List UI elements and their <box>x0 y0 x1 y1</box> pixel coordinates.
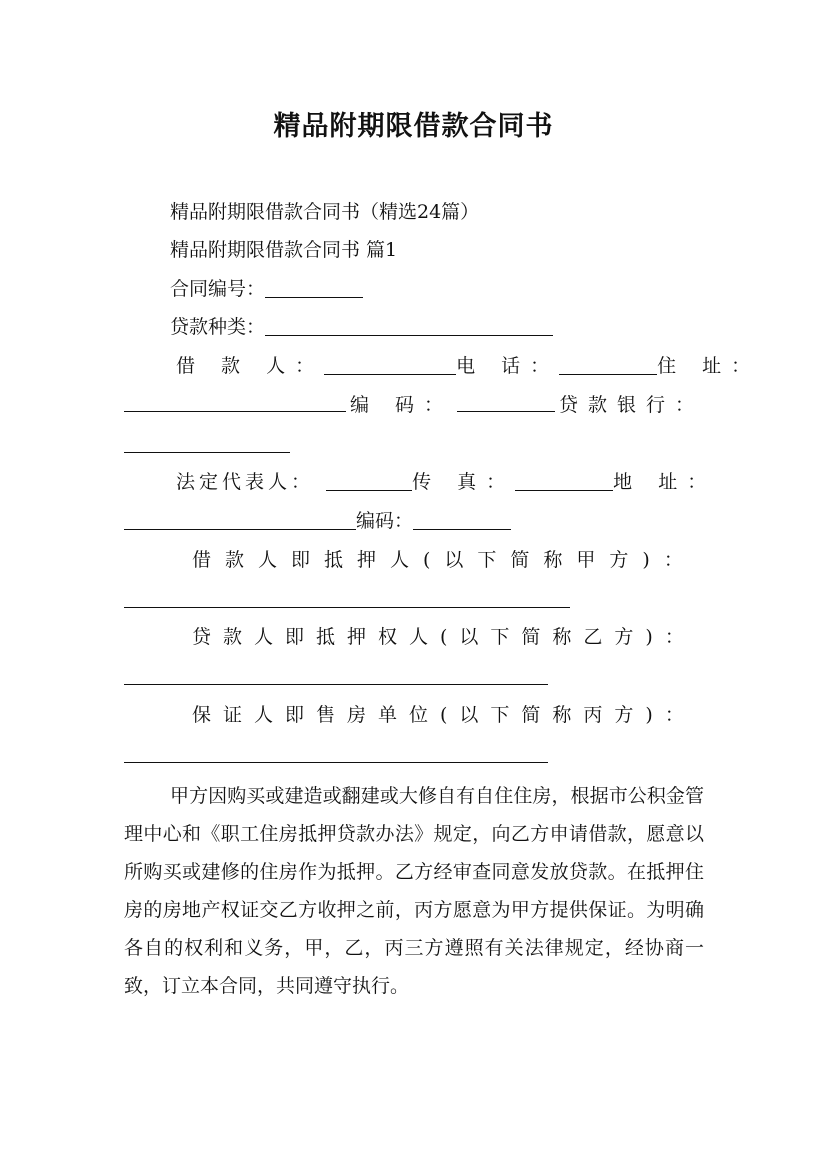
legal-rep-blank <box>326 472 412 491</box>
address-label: 住 址： <box>657 355 761 377</box>
phone-blank <box>559 356 657 375</box>
subtitle: 精品附期限借款合同书（精选24篇） <box>170 201 480 223</box>
body-paragraph: 甲方因购买或建造或翻建或大修自有自住住房，根据市公积金管理中心和《职工住房抵押贷款办法》规定，向乙方申请借款，愿意以所购买或建修的住房作为抵押。乙方经审查同意发放贷款。在抵押住房的房地产权证交乙方收押之前，丙方愿意为甲方提供保证。为明确各自的权利和义务，甲，乙，丙三方遵照有关法律规定，经协商一致，订立本合同，共同遵守执行。 <box>124 785 704 997</box>
borrower-label: 借 款 人： <box>176 355 325 377</box>
borrower-blank <box>324 356 456 375</box>
address2-label: 地 址： <box>613 471 717 493</box>
postcode2-label: 编码： <box>356 510 414 532</box>
body-paragraph-block <box>124 777 704 1005</box>
party-a-blank-row <box>124 587 704 611</box>
party-b-blank <box>124 666 548 685</box>
loan-type-row <box>170 315 710 339</box>
party-c-blank <box>124 744 548 763</box>
document-title: 精品附期限借款合同书 <box>273 111 554 142</box>
address2-blank <box>124 511 356 530</box>
contract-number-label: 合同编号： <box>170 278 266 300</box>
address-blank <box>124 393 346 412</box>
loan-type-label: 贷款种类： <box>170 316 266 338</box>
postcode2-row <box>124 509 704 533</box>
legal-rep-row <box>176 470 717 494</box>
lender-bank-label: 贷款银行： <box>558 394 704 416</box>
section-heading: 精品附期限借款合同书 篇1 <box>170 239 398 261</box>
postcode2-blank <box>413 511 511 530</box>
borrower-row <box>176 354 761 378</box>
party-b-blank-row <box>124 664 704 688</box>
postcode-row <box>124 393 704 417</box>
party-b-label: 贷款人即抵押权人(以下简称乙方)： <box>192 626 696 648</box>
fax-blank <box>515 472 613 491</box>
loan-type-blank <box>265 317 553 336</box>
party-c-blank-row <box>124 742 704 766</box>
lender-bank-blank <box>124 434 290 453</box>
postcode-blank <box>457 393 555 412</box>
phone-label: 电 话： <box>456 355 560 377</box>
contract-number-row <box>170 277 710 301</box>
party-c-label: 保证人即售房单位(以下简称丙方)： <box>192 704 696 726</box>
contract-number-blank <box>265 279 363 298</box>
lender-bank-blank-row <box>124 432 704 456</box>
fax-label: 传 真： <box>412 471 516 493</box>
legal-rep-label: 法定代表人： <box>176 471 315 493</box>
postcode-label: 编 码： <box>349 394 454 416</box>
party-a-blank <box>124 589 570 608</box>
party-a-label: 借款人即抵押人(以下简称甲方)： <box>192 549 697 571</box>
